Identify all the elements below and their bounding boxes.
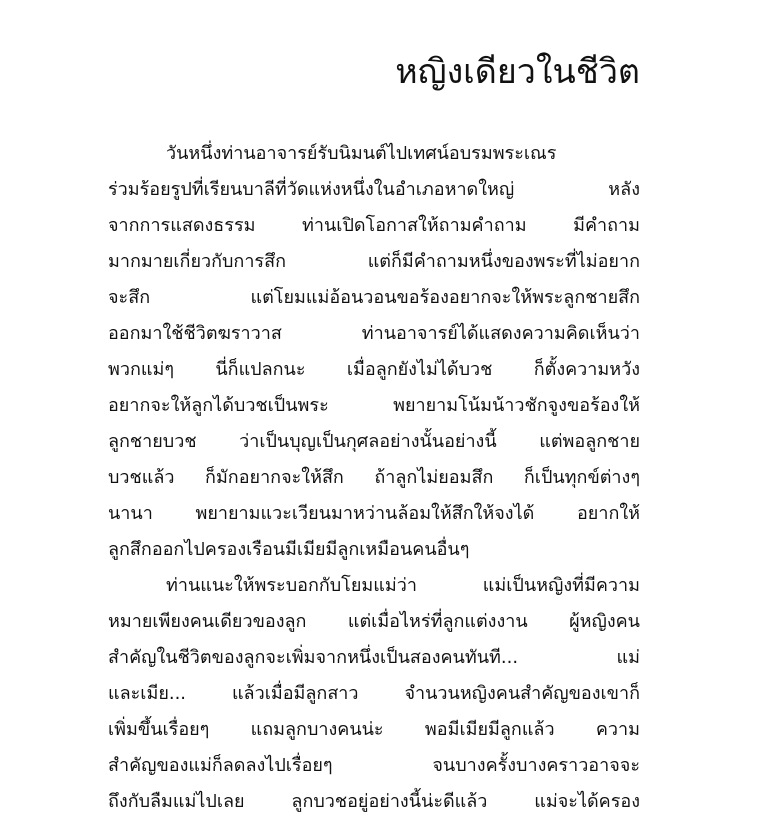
paragraph-1-line-4: มากมายเกี่ยวกับการสึก แต่ก็มีคำถามหนึ่งของพระที่ไม่อยาก: [108, 251, 640, 272]
paragraph-2-line-1: ท่านแนะให้พระบอกกับโยมแม่ว่า แม่เป็นหญิงที่มีความ: [166, 575, 640, 596]
paragraph-2-line-3: สำคัญในชีวิตของลูกจะเพิ่มจากหนึ่งเป็นสองคนทันที... แม่: [108, 647, 640, 668]
paragraph-2-line-5: เพิ่มขึ้นเรื่อยๆ แถมลูกบางคนน่ะ พอมีเมียมีลูกแล้ว ความ: [108, 719, 640, 740]
paragraph-1-line-6: ออกมาใช้ชีวิตฆราวาส ท่านอาจารย์ได้แสดงความคิดเห็นว่า: [108, 323, 640, 344]
document-title: หญิงเดียวในชีวิต: [395, 52, 640, 92]
paragraph-2-line-4: และเมีย... แล้วเมื่อมีลูกสาว จำนวนหญิงคนสำคัญของเขาก็: [108, 683, 640, 704]
paragraph-2-line-7: ถึงกับลืมแม่ไปเลย ลูกบวชอยู่อย่างนี้น่ะดีแล้ว แม่จะได้ครอง: [108, 791, 640, 812]
paragraph-1-line-9: ลูกชายบวช ว่าเป็นบุญเป็นกุศลอย่างนั้นอย่างนี้ แต่พอลูกชาย: [108, 431, 640, 452]
paragraph-1-line-2: ร่วมร้อยรูปที่เรียนบาลีที่วัดแห่งหนึ่งในอำเภอหาดใหญ่ หลัง: [108, 179, 640, 200]
paragraph-1-line-1: วันหนึ่งท่านอาจารย์รับนิมนต์ไปเทศน์อบรมพระเณร: [166, 143, 557, 164]
paragraph-1-line-11: นานา พยายามแวะเวียนมาหว่านล้อมให้สึกให้จงได้ อยากให้: [108, 503, 640, 524]
paragraph-2-line-6: สำคัญของแม่ก็ลดลงไปเรื่อยๆ จนบางครั้งบางคราวอาจจะ: [108, 755, 640, 776]
paragraph-1-line-12: ลูกสึกออกไปครองเรือนมีเมียมีลูกเหมือนคนอื่นๆ: [108, 539, 470, 560]
paragraph-2-line-2: หมายเพียงคนเดียวของลูก แต่เมื่อไหร่ที่ลูกแต่งงาน ผู้หญิงคน: [108, 611, 640, 632]
paragraph-1-line-7: พวกแม่ๆ นี่ก็แปลกนะ เมื่อลูกยังไม่ได้บวช ก็ตั้งความหวัง: [108, 359, 640, 380]
paragraph-1-line-10: บวชแล้ว ก็มักอยากจะให้สึก ถ้าลูกไม่ยอมสึก ก็เป็นทุกข์ต่างๆ: [108, 467, 640, 488]
paragraph-1-line-5: จะสึก แต่โยมแม่อ้อนวอนขอร้องอยากจะให้พระลูกชายสึก: [108, 287, 640, 308]
paragraph-1-line-3: จากการแสดงธรรม ท่านเปิดโอกาสให้ถามคำถาม มีคำถาม: [108, 215, 640, 236]
document-body: [108, 136, 640, 820]
paragraph-1-line-8: อยากจะให้ลูกได้บวชเป็นพระ พยายามโน้มน้าวชักจูงขอร้องให้: [108, 395, 640, 416]
